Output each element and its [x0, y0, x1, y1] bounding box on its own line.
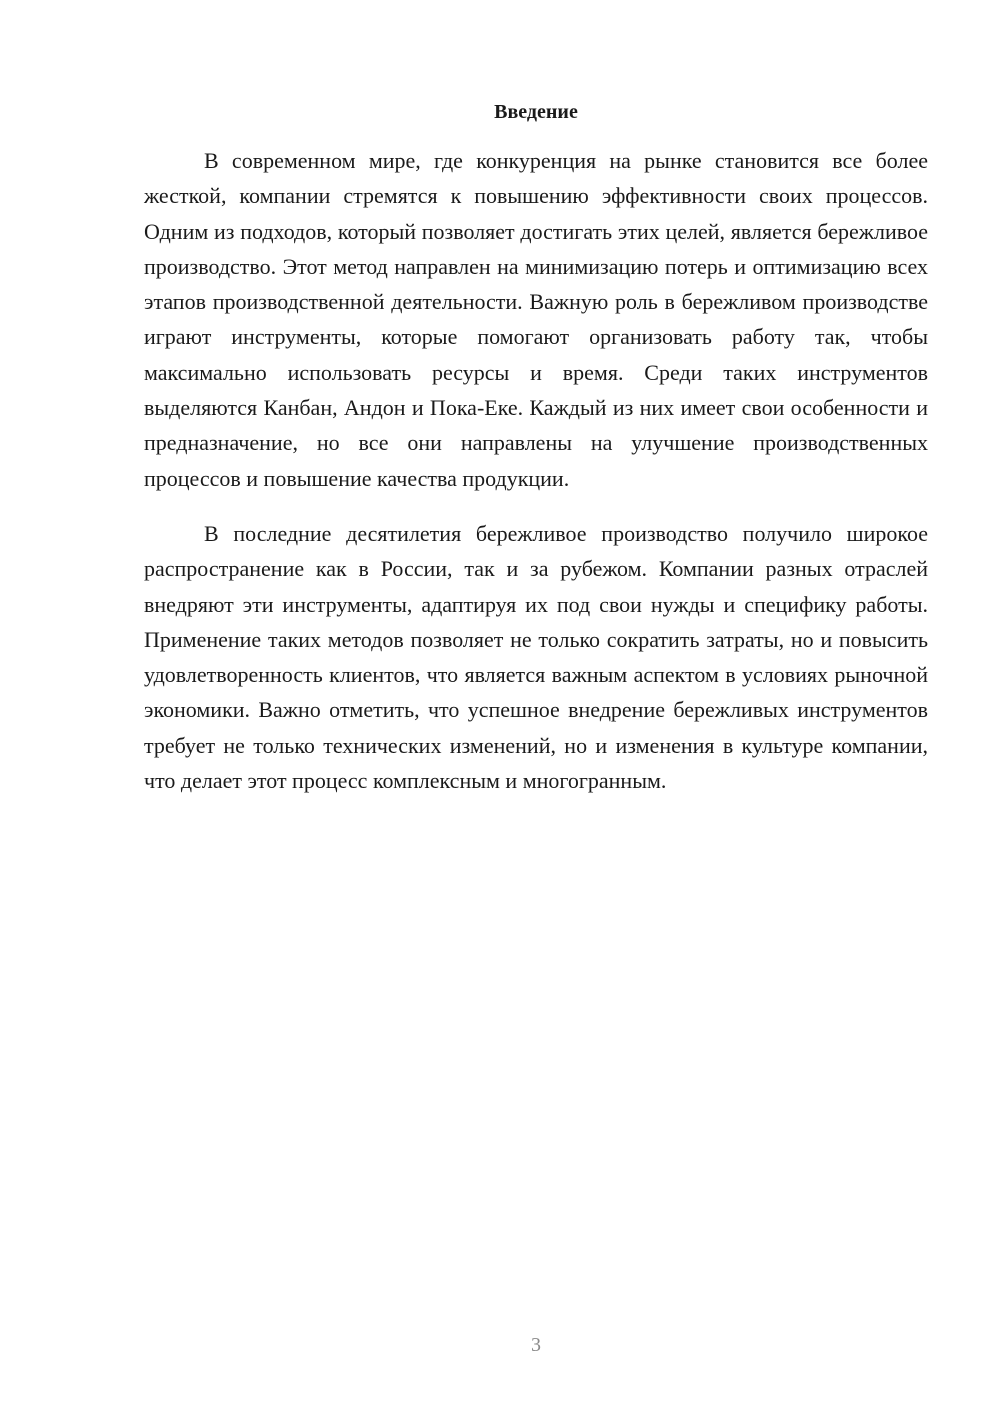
page-number: 3: [531, 1334, 541, 1356]
paragraph: В современном мире, где конкуренция на рынке становится все более жесткой, компании стремятся к повышению эффективности своих процессов. Одним из подходов, который позволяет достигать этих целей, является бережливое производство. Этот метод направлен на минимизацию потерь и оптимизацию всех этапов производственной деятельности. Важную роль в бережливом производстве играют инструменты, которые помогают организовать работу так, чтобы максимально использовать ресурсы и время. Среди таких инструментов выделяются Канбан, Андон и Пока-Еке. Каждый из них имеет свои особенности и предназначение, но все они направлены на улучшение производственных процессов и повышение качества продукции.: [144, 148, 928, 491]
section-title: Введение: [494, 101, 578, 123]
paragraph: В последние десятилетия бережливое производство получило широкое распространение как в России, так и за рубежом. Компании разных отраслей внедряют эти инструменты, адаптируя их под свои нужды и специфику работы. Применение таких методов позволяет не только сократить затраты, но и повысить удовлетворенность клиентов, что является важным аспектом в условиях рыночной экономики. Важно отметить, что успешное внедрение бережливых инструментов требует не только технических изменений, но и изменения в культуре компании, что делает этот процесс комплексным и многогранным.: [144, 520, 928, 794]
body-text: [144, 143, 928, 798]
